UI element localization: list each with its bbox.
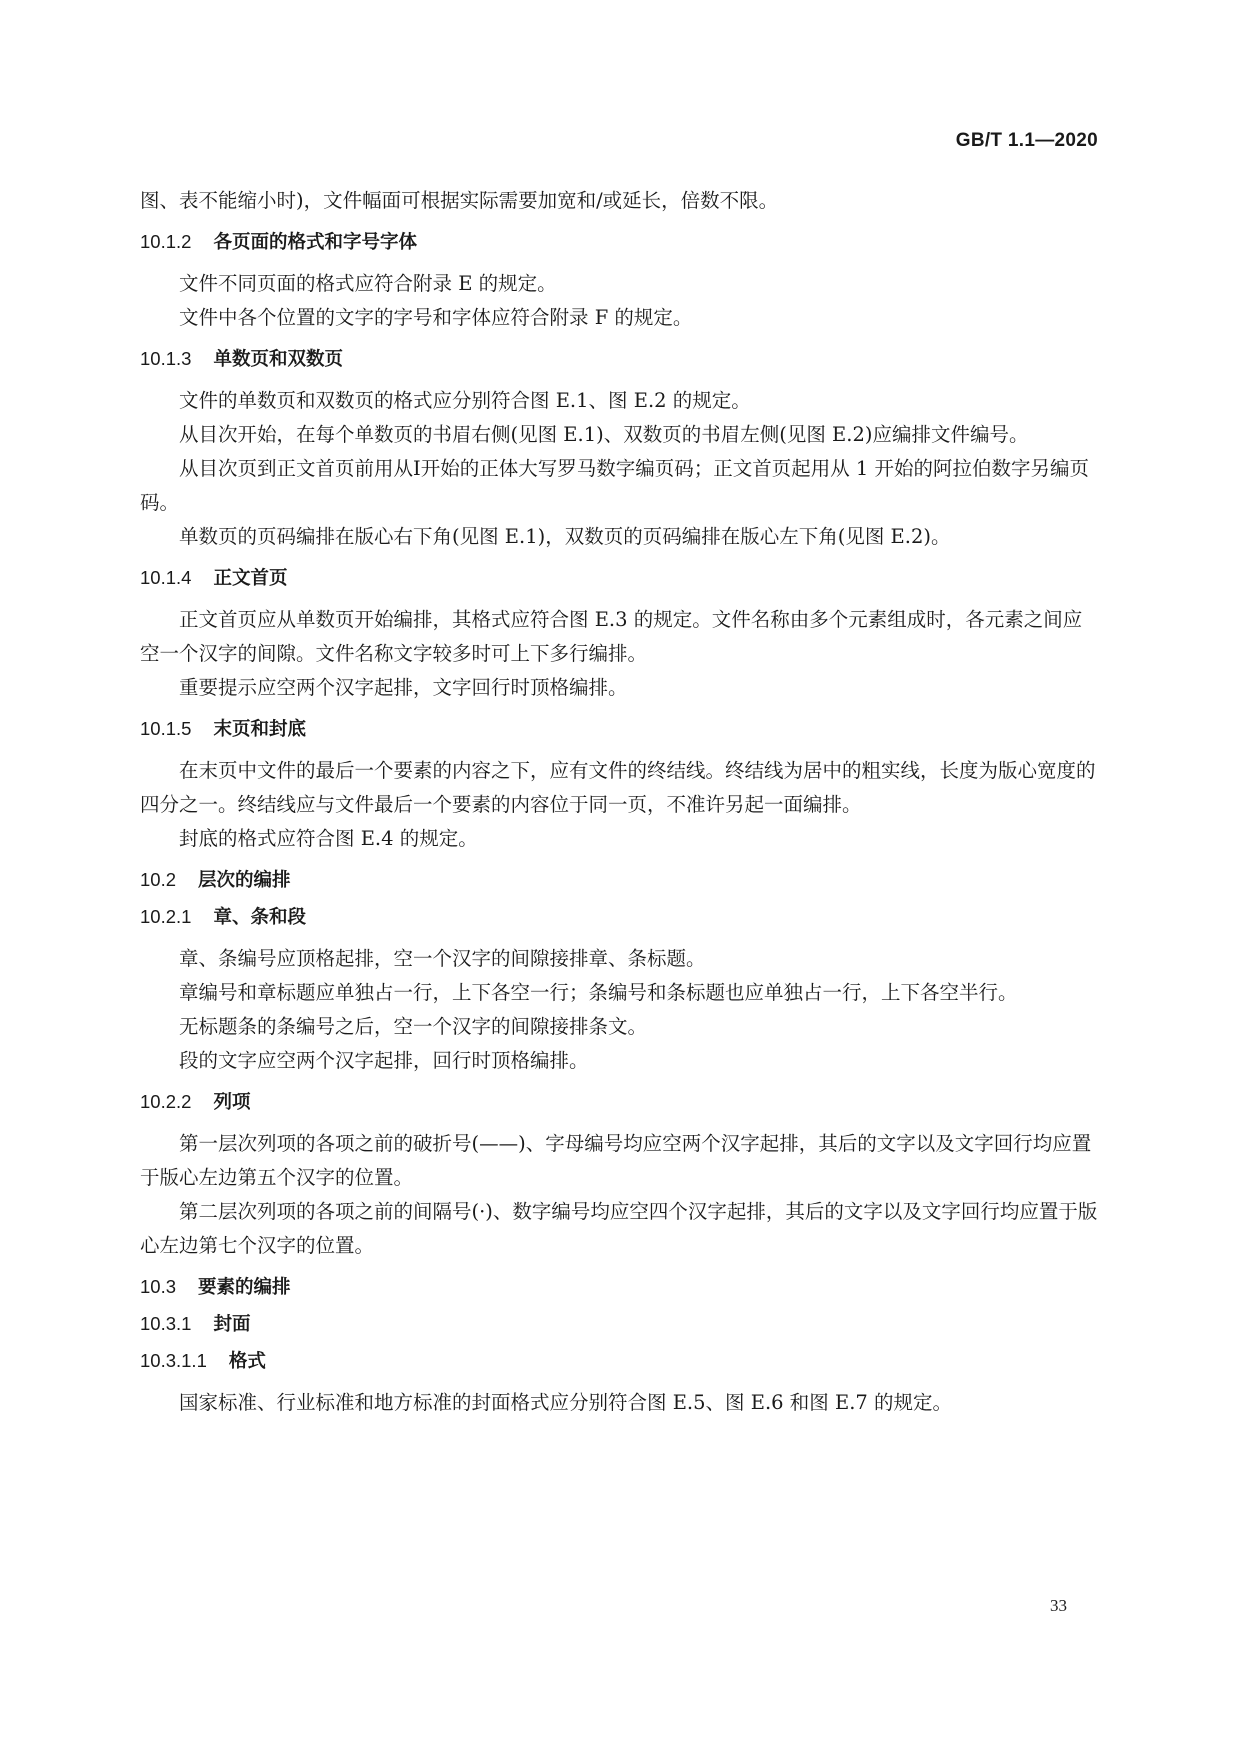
paragraph: 章编号和章标题应单独占一行，上下各空一行；条编号和条标题也应单独占一行，上下各空半行。 — [179, 981, 1018, 1004]
paragraph: 单数页的页码编排在版心右下角(见图 E.1)，双数页的页码编排在版心左下角(见图 E.2)。 — [179, 525, 951, 548]
page-body — [140, 184, 1100, 1420]
section-title: 各页面的格式和字号字体 — [213, 232, 417, 253]
paragraph: 章、条编号应顶格起排，空一个汉字的间隙接排章、条标题。 — [179, 947, 706, 970]
section-heading-10-1-3 — [140, 347, 1100, 372]
section-heading-10-1-5 — [140, 717, 1100, 742]
section-number: 10.1.5 — [140, 718, 192, 739]
paragraph: 无标题条的条编号之后，空一个汉字的间隙接排条文。 — [179, 1015, 648, 1038]
section-heading-10-2-2 — [140, 1090, 1100, 1115]
section-heading-10-2-1 — [140, 905, 1100, 930]
section-title: 要素的编排 — [198, 1277, 291, 1298]
section-number: 10.2.1 — [140, 906, 192, 927]
section-title: 格式 — [228, 1351, 266, 1372]
paragraph: 文件不同页面的格式应符合附录 E 的规定。 — [179, 272, 557, 295]
section-title: 封面 — [213, 1314, 251, 1335]
section-heading-10-1-2 — [140, 230, 1100, 255]
paragraph: 第一层次列项的各项之前的破折号(——)、字母编号均应空两个汉字起排，其后的文字以及文字回行均应置于版心左边第五个汉字的位置。 — [140, 1132, 1092, 1189]
section-number: 10.3.1.1 — [140, 1350, 207, 1371]
section-heading-10-2 — [140, 868, 1100, 893]
section-number: 10.1.2 — [140, 231, 192, 252]
section-title: 列项 — [213, 1092, 251, 1113]
paragraph: 从目次开始，在每个单数页的书眉右侧(见图 E.1)、双数页的书眉左侧(见图 E.2)应编排文件编号。 — [179, 423, 1029, 446]
section-number: 10.2 — [140, 869, 177, 890]
section-heading-10-3-1 — [140, 1312, 1100, 1337]
section-number: 10.1.3 — [140, 348, 192, 369]
paragraph: 在末页中文件的最后一个要素的内容之下，应有文件的终结线。终结线为居中的粗实线，长度为版心宽度的四分之一。终结线应与文件最后一个要素的内容位于同一页，不准许另起一面编排。 — [140, 759, 1096, 816]
paragraph: 封底的格式应符合图 E.4 的规定。 — [179, 827, 478, 850]
section-number: 10.3 — [140, 1276, 177, 1297]
section-heading-10-3-1-1 — [140, 1349, 1100, 1374]
paragraph: 从目次页到正文首页前用从Ⅰ开始的正体大写罗马数字编页码；正文首页起用从 1 开始的阿拉伯数字另编页码。 — [140, 457, 1090, 514]
section-title: 章、条和段 — [213, 907, 306, 928]
page-number: 33 — [1050, 1596, 1067, 1615]
document-code-header: GB/T 1.1—2020 — [955, 130, 1098, 151]
section-heading-10-1-4 — [140, 566, 1100, 591]
paragraph: 国家标准、行业标准和地方标准的封面格式应分别符合图 E.5、图 E.6 和图 E.7 的规定。 — [179, 1391, 953, 1414]
section-title: 正文首页 — [213, 568, 288, 589]
section-number: 10.3.1 — [140, 1313, 192, 1334]
section-title: 单数页和双数页 — [213, 349, 343, 370]
continued-paragraph: 图、表不能缩小时)，文件幅面可根据实际需要加宽和/或延长，倍数不限。 — [140, 189, 779, 212]
paragraph: 文件中各个位置的文字的字号和字体应符合附录 F 的规定。 — [179, 306, 693, 329]
paragraph: 重要提示应空两个汉字起排，文字回行时顶格编排。 — [179, 676, 628, 699]
section-number: 10.1.4 — [140, 567, 192, 588]
paragraph: 段的文字应空两个汉字起排，回行时顶格编排。 — [179, 1049, 589, 1072]
section-number: 10.2.2 — [140, 1091, 192, 1112]
section-heading-10-3 — [140, 1275, 1100, 1300]
section-title: 末页和封底 — [213, 719, 306, 740]
section-title: 层次的编排 — [198, 870, 291, 891]
paragraph: 文件的单数页和双数页的格式应分别符合图 E.1、图 E.2 的规定。 — [179, 389, 751, 412]
paragraph: 正文首页应从单数页开始编排，其格式应符合图 E.3 的规定。文件名称由多个元素组成时，各元素之间应空一个汉字的间隙。文件名称文字较多时可上下多行编排。 — [140, 608, 1083, 665]
paragraph: 第二层次列项的各项之前的间隔号(·)、数字编号均应空四个汉字起排，其后的文字以及文字回行均应置于版心左边第七个汉字的位置。 — [140, 1200, 1098, 1257]
